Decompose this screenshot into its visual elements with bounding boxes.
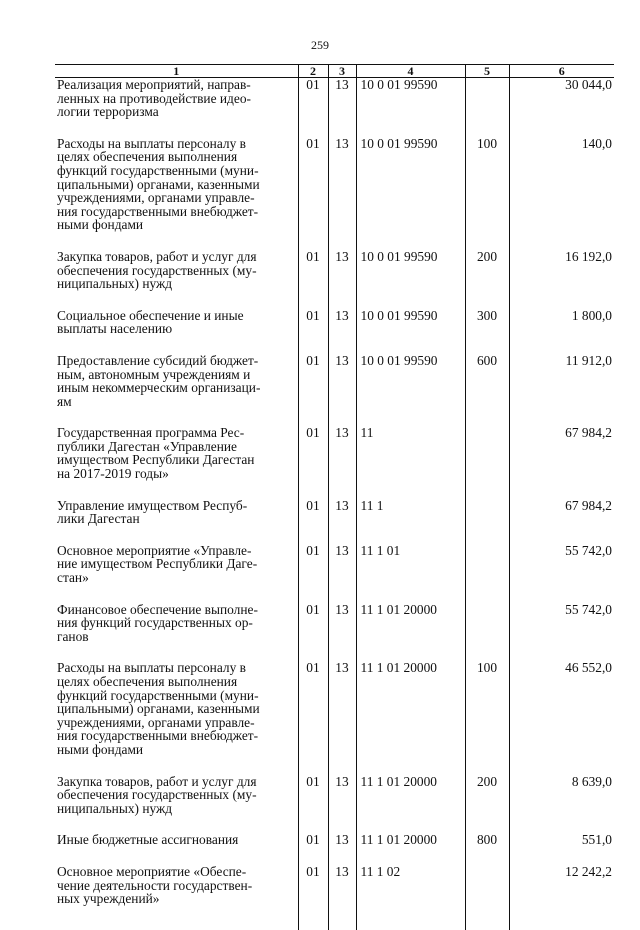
spacer-cell bbox=[465, 336, 509, 354]
spacer-cell bbox=[509, 815, 614, 833]
spacer-cell bbox=[328, 336, 356, 354]
row-spacer bbox=[55, 847, 614, 865]
cell-name-line: Основное мероприятие «Обеспе- bbox=[57, 863, 247, 879]
spacer-cell bbox=[298, 757, 328, 775]
spacer-cell bbox=[55, 815, 298, 833]
cell-expense-type: 200 bbox=[465, 250, 509, 291]
cell-target-article: 11 1 01 bbox=[356, 544, 465, 585]
spacer-cell bbox=[465, 232, 509, 250]
cell-expense-type bbox=[465, 603, 509, 644]
cell-section: 01 bbox=[298, 137, 328, 232]
cell-amount: 55 742,0 bbox=[509, 603, 614, 644]
cell-target-article: 10 0 01 99590 bbox=[356, 137, 465, 232]
cell-subsection: 13 bbox=[328, 250, 356, 291]
cell-name bbox=[55, 661, 298, 756]
spacer-cell bbox=[465, 643, 509, 661]
cell-expense-type: 200 bbox=[465, 775, 509, 816]
cell-subsection: 13 bbox=[328, 354, 356, 408]
cell-amount: 11 912,0 bbox=[509, 354, 614, 408]
cell-amount: 46 552,0 bbox=[509, 661, 614, 756]
cell-name-line: Закупка товаров, работ и услуг для bbox=[57, 773, 257, 789]
cell-name-line: ние имуществом Республики Даге- bbox=[57, 556, 258, 572]
spacer-cell bbox=[356, 119, 465, 137]
cell-name-line: Иные бюджетные ассигнования bbox=[57, 832, 239, 848]
spacer-cell bbox=[509, 585, 614, 603]
cell-subsection: 13 bbox=[328, 833, 356, 847]
spacer-cell bbox=[298, 526, 328, 544]
table-row bbox=[55, 661, 614, 756]
cell-name bbox=[55, 865, 298, 906]
spacer-cell bbox=[465, 526, 509, 544]
cell-name-line: чение деятельности государствен- bbox=[57, 877, 253, 893]
row-spacer bbox=[55, 336, 614, 354]
cell-name-line: функций государственными (муни- bbox=[57, 162, 259, 178]
table-row bbox=[55, 309, 614, 336]
column-header-name: 1 bbox=[55, 65, 298, 78]
table-row bbox=[55, 250, 614, 291]
cell-name-line: Основное мероприятие «Управле- bbox=[57, 542, 252, 558]
cell-section: 01 bbox=[298, 661, 328, 756]
cell-target-article: 10 0 01 99590 bbox=[356, 309, 465, 336]
cell-section: 01 bbox=[298, 865, 328, 906]
spacer-cell bbox=[356, 232, 465, 250]
cell-name-line: логии терроризма bbox=[57, 104, 159, 120]
spacer-cell bbox=[55, 906, 298, 930]
spacer-cell bbox=[298, 408, 328, 426]
spacer-cell bbox=[55, 526, 298, 544]
cell-subsection: 13 bbox=[328, 499, 356, 526]
cell-amount: 140,0 bbox=[509, 137, 614, 232]
cell-name bbox=[55, 137, 298, 232]
spacer-cell bbox=[328, 815, 356, 833]
cell-amount: 30 044,0 bbox=[509, 78, 614, 119]
column-header-expense-type: 5 bbox=[465, 65, 509, 78]
spacer-cell bbox=[465, 481, 509, 499]
spacer-cell bbox=[298, 481, 328, 499]
cell-target-article: 10 0 01 99590 bbox=[356, 354, 465, 408]
cell-name-line: ганов bbox=[57, 628, 89, 644]
spacer-cell bbox=[509, 291, 614, 309]
cell-name-line: ными фондами bbox=[57, 217, 144, 233]
cell-name bbox=[55, 354, 298, 408]
cell-section: 01 bbox=[298, 603, 328, 644]
cell-name-line: ния государственными внебюджет- bbox=[57, 203, 259, 219]
cell-name-line: обеспечения государственных (му- bbox=[57, 787, 257, 803]
cell-name-line: иным некоммерческим организаци- bbox=[57, 380, 261, 396]
spacer-cell bbox=[509, 526, 614, 544]
spacer-cell bbox=[465, 757, 509, 775]
cell-target-article: 11 1 01 20000 bbox=[356, 603, 465, 644]
spacer-cell bbox=[356, 291, 465, 309]
spacer-cell bbox=[356, 526, 465, 544]
spacer-cell bbox=[298, 585, 328, 603]
cell-subsection: 13 bbox=[328, 309, 356, 336]
spacer-cell bbox=[509, 408, 614, 426]
cell-name-line: стан» bbox=[57, 570, 89, 586]
cell-target-article: 11 1 01 20000 bbox=[356, 661, 465, 756]
spacer-cell bbox=[465, 291, 509, 309]
cell-subsection: 13 bbox=[328, 137, 356, 232]
cell-name bbox=[55, 309, 298, 336]
spacer-cell bbox=[356, 585, 465, 603]
cell-name bbox=[55, 544, 298, 585]
cell-subsection: 13 bbox=[328, 775, 356, 816]
spacer-cell bbox=[298, 119, 328, 137]
cell-section: 01 bbox=[298, 354, 328, 408]
cell-target-article: 11 1 bbox=[356, 499, 465, 526]
spacer-cell bbox=[465, 119, 509, 137]
row-spacer bbox=[55, 526, 614, 544]
spacer-cell bbox=[509, 906, 614, 930]
cell-target-article: 10 0 01 99590 bbox=[356, 78, 465, 119]
spacer-cell bbox=[298, 336, 328, 354]
row-spacer bbox=[55, 757, 614, 775]
row-spacer bbox=[55, 815, 614, 833]
cell-name-line: на 2017-2019 годы» bbox=[57, 466, 169, 482]
cell-section: 01 bbox=[298, 833, 328, 847]
table-body bbox=[55, 78, 614, 930]
cell-name-line: Социальное обеспечение и иные bbox=[57, 307, 244, 323]
spacer-cell bbox=[356, 815, 465, 833]
spacer-cell bbox=[356, 643, 465, 661]
cell-name-line: функций государственными (муни- bbox=[57, 687, 259, 703]
column-header-subsection: 3 bbox=[328, 65, 356, 78]
cell-amount: 551,0 bbox=[509, 833, 614, 847]
table-row bbox=[55, 78, 614, 119]
row-spacer bbox=[55, 232, 614, 250]
spacer-cell bbox=[328, 526, 356, 544]
spacer-cell bbox=[298, 906, 328, 930]
table-row bbox=[55, 775, 614, 816]
spacer-cell bbox=[55, 232, 298, 250]
spacer-cell bbox=[465, 408, 509, 426]
cell-target-article: 11 bbox=[356, 426, 465, 480]
table-row bbox=[55, 865, 614, 906]
cell-expense-type: 100 bbox=[465, 137, 509, 232]
spacer-cell bbox=[509, 336, 614, 354]
cell-name bbox=[55, 78, 298, 119]
cell-expense-type: 100 bbox=[465, 661, 509, 756]
cell-expense-type bbox=[465, 865, 509, 906]
column-header-target-article: 4 bbox=[356, 65, 465, 78]
row-spacer bbox=[55, 585, 614, 603]
cell-name-line: ния государственными внебюджет- bbox=[57, 728, 259, 744]
cell-name-line: публики Дагестан «Управление bbox=[57, 438, 237, 454]
spacer-cell bbox=[298, 643, 328, 661]
table-row bbox=[55, 499, 614, 526]
cell-name-line: Государственная программа Рес- bbox=[57, 425, 245, 441]
cell-section: 01 bbox=[298, 499, 328, 526]
spacer-cell bbox=[55, 757, 298, 775]
column-header-section: 2 bbox=[298, 65, 328, 78]
cell-name bbox=[55, 833, 298, 847]
spacer-cell bbox=[55, 336, 298, 354]
row-spacer bbox=[55, 643, 614, 661]
cell-name bbox=[55, 250, 298, 291]
row-spacer bbox=[55, 119, 614, 137]
cell-name-line: целях обеспечения выполнения bbox=[57, 149, 238, 165]
spacer-cell bbox=[328, 291, 356, 309]
cell-subsection: 13 bbox=[328, 661, 356, 756]
cell-subsection: 13 bbox=[328, 865, 356, 906]
row-spacer bbox=[55, 291, 614, 309]
spacer-cell bbox=[509, 232, 614, 250]
table-row bbox=[55, 354, 614, 408]
spacer-cell bbox=[356, 336, 465, 354]
cell-subsection: 13 bbox=[328, 603, 356, 644]
cell-name bbox=[55, 603, 298, 644]
table-row bbox=[55, 603, 614, 644]
spacer-cell bbox=[465, 906, 509, 930]
budget-table bbox=[55, 64, 614, 930]
spacer-cell bbox=[328, 906, 356, 930]
cell-section: 01 bbox=[298, 250, 328, 291]
cell-amount: 67 984,2 bbox=[509, 499, 614, 526]
cell-name-line: Предоставление субсидий бюджет- bbox=[57, 352, 259, 368]
cell-expense-type: 300 bbox=[465, 309, 509, 336]
spacer-cell bbox=[509, 481, 614, 499]
spacer-cell bbox=[328, 408, 356, 426]
row-spacer bbox=[55, 906, 614, 930]
spacer-cell bbox=[509, 643, 614, 661]
cell-target-article: 11 1 01 20000 bbox=[356, 833, 465, 847]
spacer-cell bbox=[328, 847, 356, 865]
cell-name-line: ципальными) органами, казенными bbox=[57, 701, 260, 717]
cell-target-article: 11 1 02 bbox=[356, 865, 465, 906]
cell-subsection: 13 bbox=[328, 544, 356, 585]
spacer-cell bbox=[465, 815, 509, 833]
column-header-amount: 6 bbox=[509, 65, 614, 78]
cell-name-line: Реализация мероприятий, направ- bbox=[57, 77, 251, 92]
spacer-cell bbox=[509, 847, 614, 865]
cell-expense-type bbox=[465, 426, 509, 480]
cell-name bbox=[55, 775, 298, 816]
spacer-cell bbox=[356, 481, 465, 499]
cell-subsection: 13 bbox=[328, 426, 356, 480]
cell-name-line: лики Дагестан bbox=[57, 511, 140, 527]
cell-name-line: ных учреждений» bbox=[57, 891, 160, 907]
spacer-cell bbox=[328, 643, 356, 661]
spacer-cell bbox=[509, 119, 614, 137]
cell-name-line: ципальными) органами, казенными bbox=[57, 176, 260, 192]
spacer-cell bbox=[328, 119, 356, 137]
cell-expense-type bbox=[465, 78, 509, 119]
spacer-cell bbox=[55, 408, 298, 426]
cell-name-line: ленных на противодействие идео- bbox=[57, 90, 251, 106]
cell-expense-type bbox=[465, 499, 509, 526]
cell-name-line: ным, автономным учреждениям и bbox=[57, 366, 251, 382]
cell-name-line: имуществом Республики Дагестан bbox=[57, 452, 255, 468]
spacer-cell bbox=[509, 757, 614, 775]
table-header-row bbox=[55, 65, 614, 78]
table-row bbox=[55, 137, 614, 232]
spacer-cell bbox=[55, 585, 298, 603]
cell-name-line: учреждениями, органами управле- bbox=[57, 190, 255, 206]
spacer-cell bbox=[328, 232, 356, 250]
cell-amount: 8 639,0 bbox=[509, 775, 614, 816]
spacer-cell bbox=[356, 757, 465, 775]
spacer-cell bbox=[55, 481, 298, 499]
cell-amount: 12 242,2 bbox=[509, 865, 614, 906]
spacer-cell bbox=[298, 847, 328, 865]
cell-section: 01 bbox=[298, 426, 328, 480]
row-spacer bbox=[55, 408, 614, 426]
spacer-cell bbox=[356, 906, 465, 930]
spacer-cell bbox=[55, 643, 298, 661]
cell-section: 01 bbox=[298, 544, 328, 585]
table-row bbox=[55, 544, 614, 585]
cell-name-line: ниципальных) нужд bbox=[57, 276, 173, 292]
cell-amount: 1 800,0 bbox=[509, 309, 614, 336]
cell-name bbox=[55, 426, 298, 480]
cell-name-line: Закупка товаров, работ и услуг для bbox=[57, 248, 257, 264]
cell-target-article: 11 1 01 20000 bbox=[356, 775, 465, 816]
spacer-cell bbox=[328, 757, 356, 775]
spacer-cell bbox=[298, 815, 328, 833]
cell-name-line: ям bbox=[57, 393, 72, 409]
cell-name bbox=[55, 499, 298, 526]
cell-target-article: 10 0 01 99590 bbox=[356, 250, 465, 291]
cell-section: 01 bbox=[298, 78, 328, 119]
spacer-cell bbox=[356, 847, 465, 865]
spacer-cell bbox=[55, 291, 298, 309]
row-spacer bbox=[55, 481, 614, 499]
cell-name-line: ния функций государственных ор- bbox=[57, 615, 253, 631]
cell-expense-type: 800 bbox=[465, 833, 509, 847]
spacer-cell bbox=[298, 232, 328, 250]
cell-expense-type bbox=[465, 544, 509, 585]
spacer-cell bbox=[356, 408, 465, 426]
cell-name-line: ниципальных) нужд bbox=[57, 800, 173, 816]
spacer-cell bbox=[298, 291, 328, 309]
cell-expense-type: 600 bbox=[465, 354, 509, 408]
cell-name-line: ными фондами bbox=[57, 741, 144, 757]
table-row bbox=[55, 833, 614, 847]
spacer-cell bbox=[328, 585, 356, 603]
page-number: 259 bbox=[311, 38, 329, 52]
cell-name-line: обеспечения государственных (му- bbox=[57, 262, 257, 278]
spacer-cell bbox=[55, 847, 298, 865]
cell-name-line: Управление имуществом Респуб- bbox=[57, 497, 248, 513]
cell-subsection: 13 bbox=[328, 78, 356, 119]
table-row bbox=[55, 426, 614, 480]
cell-name-line: выплаты населению bbox=[57, 321, 173, 337]
cell-name-line: учреждениями, органами управле- bbox=[57, 714, 255, 730]
cell-amount: 55 742,0 bbox=[509, 544, 614, 585]
spacer-cell bbox=[465, 585, 509, 603]
cell-name-line: целях обеспечения выполнения bbox=[57, 674, 238, 689]
cell-name-line: Финансовое обеспечение выполне- bbox=[57, 601, 258, 617]
spacer-cell bbox=[328, 481, 356, 499]
cell-section: 01 bbox=[298, 775, 328, 816]
spacer-cell bbox=[465, 847, 509, 865]
cell-amount: 67 984,2 bbox=[509, 426, 614, 480]
cell-section: 01 bbox=[298, 309, 328, 336]
cell-amount: 16 192,0 bbox=[509, 250, 614, 291]
spacer-cell bbox=[55, 119, 298, 137]
cell-name-line: Расходы на выплаты персоналу в bbox=[57, 135, 246, 151]
cell-name-line: Расходы на выплаты персоналу в bbox=[57, 660, 246, 676]
